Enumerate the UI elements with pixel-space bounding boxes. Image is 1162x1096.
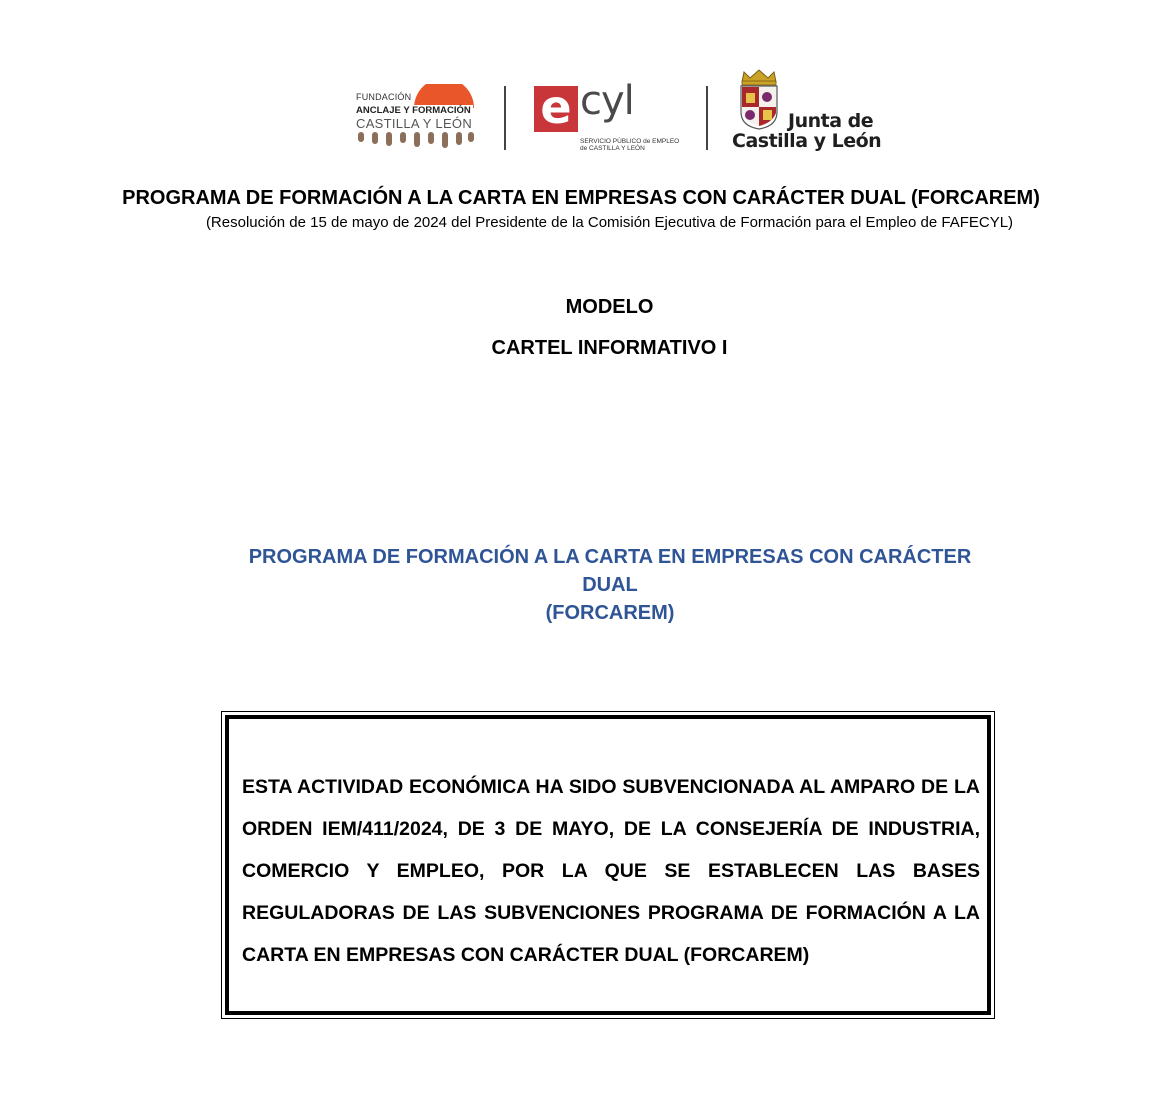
funding-notice-box — [221, 711, 995, 1019]
page-title: PROGRAMA DE FORMACIÓN A LA CARTA EN EMPRESAS CON CARÁCTER DUAL (FORCAREM) — [122, 187, 1040, 209]
fundacion-line3: CASTILLA Y LEÓN — [356, 116, 473, 131]
program-title-line2: (FORCAREM) — [545, 602, 675, 624]
funding-notice-text: ESTA ACTIVIDAD ECONÓMICA HA SIDO SUBVENCIONADA AL AMPARO DE LA ORDEN IEM/411/2024, DE 3 DE MAYO, DE LA CONSEJERÍA DE INDUSTRIA, COMERCIO Y EMPLEO, POR LA QUE SE ESTABLECEN LAS BASES REGULADORAS DE LAS SUBVENCIONES PROGRAMA DE FORMACIÓN A LA CARTA EN EMPRESAS CON CARÁCTER DUAL (FORCAREM) — [242, 776, 980, 966]
resolution-subtitle: (Resolución de 15 de mayo de 2024 del Presidente de la Comisión Ejecutiva de Formación para el Empleo de FAFECYL) — [205, 214, 1014, 231]
junta-line1: Junta de — [788, 110, 874, 132]
coat-of-arms-icon — [736, 68, 782, 130]
fundacion-line1: FUNDACIÓN — [356, 92, 412, 102]
junta-castilla-leon-logo — [732, 68, 882, 158]
ecyl-subtitle-line1: SERVICIO PÚBLICO de EMPLEO — [580, 138, 680, 145]
ecyl-subtitle — [580, 138, 679, 152]
ecyl-subtitle-line2: de CASTILLA Y LEÓN — [580, 145, 645, 152]
logo-divider — [504, 86, 506, 150]
ecyl-wordmark: cyl — [580, 78, 634, 124]
program-title-line1: PROGRAMA DE FORMACIÓN A LA CARTA EN EMPRESAS CON CARÁCTER DUAL — [248, 546, 972, 596]
ecyl-e-mark: e — [534, 86, 578, 132]
fundacion-line2: ANCLAJE Y FORMACIÓN — [356, 105, 471, 116]
logo-bar — [350, 66, 882, 160]
model-subtitle: CARTEL INFORMATIVO I — [491, 337, 728, 359]
junta-line2: Castilla y León — [732, 130, 882, 152]
roots-icon — [356, 132, 476, 150]
program-title — [230, 543, 990, 627]
logo-divider — [706, 86, 708, 150]
model-label: MODELO — [565, 296, 654, 318]
fundacion-anclaje-logo — [352, 82, 480, 154]
ecyl-logo — [534, 78, 680, 156]
